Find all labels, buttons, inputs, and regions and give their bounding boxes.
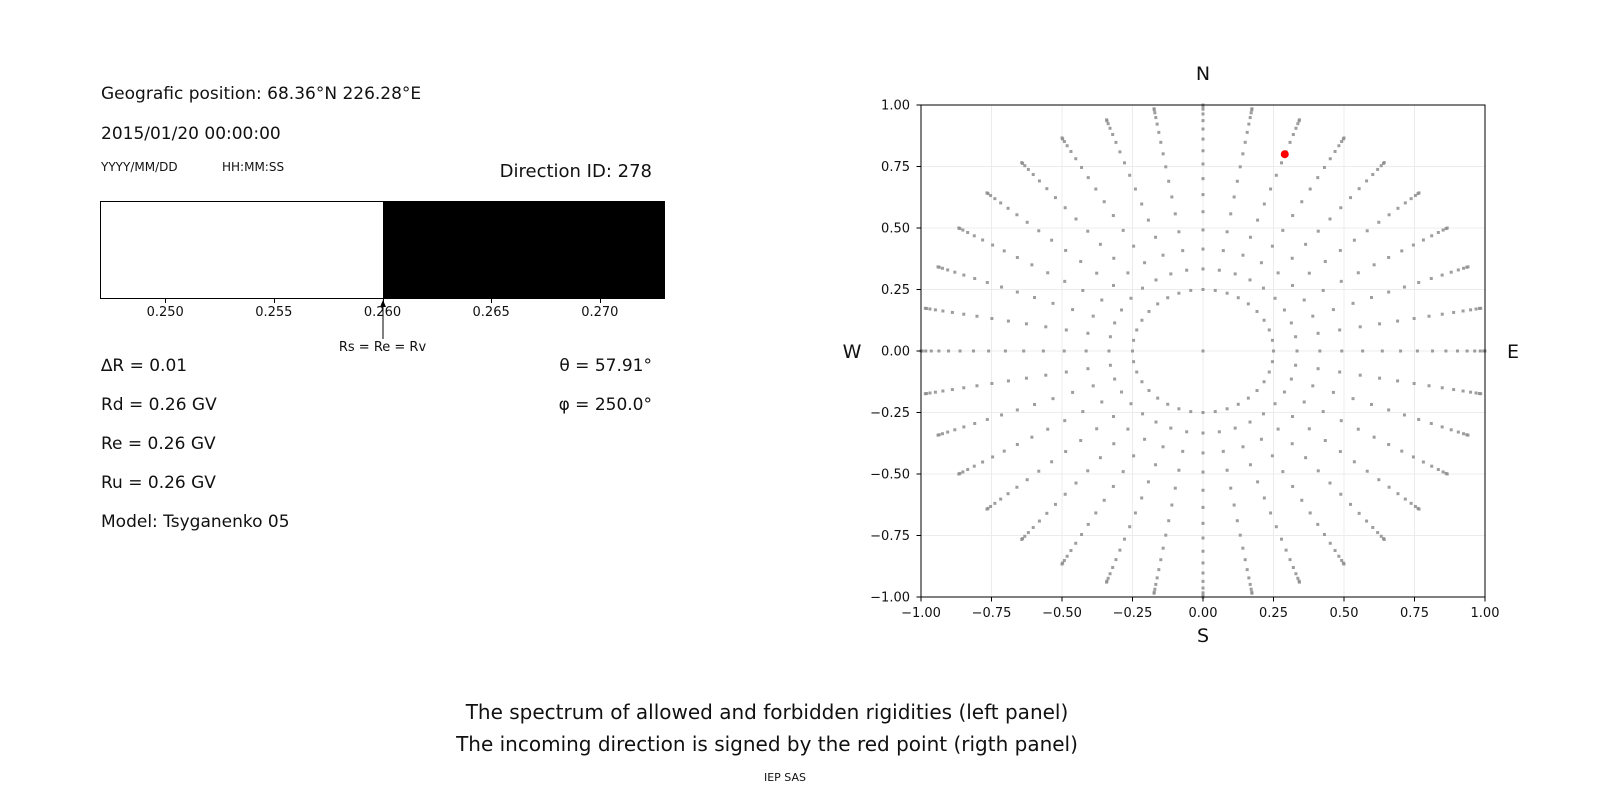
info-ru: Ru = 0.26 GV xyxy=(101,473,216,493)
spectrum-tick-label: 0.250 xyxy=(146,305,184,320)
info-delta-r: ∆R = 0.01 xyxy=(101,356,188,376)
label-west: W xyxy=(842,341,862,363)
tick-labels-layer xyxy=(870,99,1499,622)
observation-datetime: 2015/01/20 00:00:00 xyxy=(101,124,281,144)
info-re: Re = 0.26 GV xyxy=(101,434,216,454)
rigidity-spectrum-bar xyxy=(100,201,665,299)
spectrum-tick xyxy=(274,299,275,303)
info-model: Model: Tsyganenko 05 xyxy=(101,512,290,532)
y-tick-label: 1.00 xyxy=(881,98,910,114)
x-tick-label: −1.00 xyxy=(901,606,941,621)
x-tick-label: −0.75 xyxy=(971,606,1012,621)
y-tick-label: 0.50 xyxy=(881,221,910,237)
y-tick-label: 0.25 xyxy=(881,283,910,298)
spectrum-tick-label: 0.260 xyxy=(363,305,402,320)
x-tick-label: 0.00 xyxy=(1188,606,1218,621)
y-tick-label: −0.50 xyxy=(870,467,910,483)
time-format-label: HH:MM:SS xyxy=(222,160,285,174)
red-point-incoming-direction xyxy=(1281,150,1289,158)
spectrum-region-allowed xyxy=(101,202,383,298)
info-phi: φ = 250.0° xyxy=(558,395,652,415)
x-tick-label: −0.25 xyxy=(1112,606,1153,621)
caption-line-1: The spectrum of allowed and forbidden rigidities (left panel) xyxy=(465,700,1069,724)
spectrum-tick-label: 0.265 xyxy=(472,305,510,320)
label-south: S xyxy=(1196,625,1210,647)
y-tick-label: −0.75 xyxy=(870,529,910,544)
direction-plot xyxy=(820,45,1530,665)
credit-label: IEP SAS xyxy=(763,771,807,784)
geographic-position: Geografic position: 68.36°N 226.28°E xyxy=(101,84,422,104)
rigidity-marker-label: Rs = Re = Rv xyxy=(338,340,427,355)
y-tick-label: −1.00 xyxy=(870,590,910,606)
label-east: E xyxy=(1506,341,1520,363)
spectrum-tick-label: 0.270 xyxy=(581,305,619,320)
ticks-layer xyxy=(917,105,1486,602)
info-rd: Rd = 0.26 GV xyxy=(101,395,217,415)
spectrum-axis xyxy=(100,299,665,359)
spectrum-tick xyxy=(165,299,166,303)
spectrum-tick xyxy=(383,299,384,303)
x-tick-label: 1.00 xyxy=(1470,606,1500,621)
y-tick-label: 0.00 xyxy=(881,344,910,360)
label-north: N xyxy=(1195,63,1211,85)
spectrum-tick-label: 0.255 xyxy=(255,305,293,320)
y-tick-label: 0.75 xyxy=(881,160,910,175)
spectrum-tick xyxy=(600,299,601,303)
x-tick-label: 0.75 xyxy=(1400,606,1429,621)
spectrum-region-forbidden xyxy=(383,202,665,298)
y-tick-label: −0.25 xyxy=(870,406,910,421)
x-tick-label: 0.25 xyxy=(1259,606,1288,621)
direction-grid-dots-layer xyxy=(920,104,1487,599)
date-format-label: YYYY/MM/DD xyxy=(101,160,178,174)
x-tick-label: −0.50 xyxy=(1042,606,1082,621)
caption-line-2: The incoming direction is signed by the red point (rigth panel) xyxy=(456,732,1078,756)
info-theta: θ = 57.91° xyxy=(559,356,652,376)
x-tick-label: 0.50 xyxy=(1329,606,1359,621)
spectrum-tick xyxy=(491,299,492,303)
direction-id: Direction ID: 278 xyxy=(499,161,652,182)
